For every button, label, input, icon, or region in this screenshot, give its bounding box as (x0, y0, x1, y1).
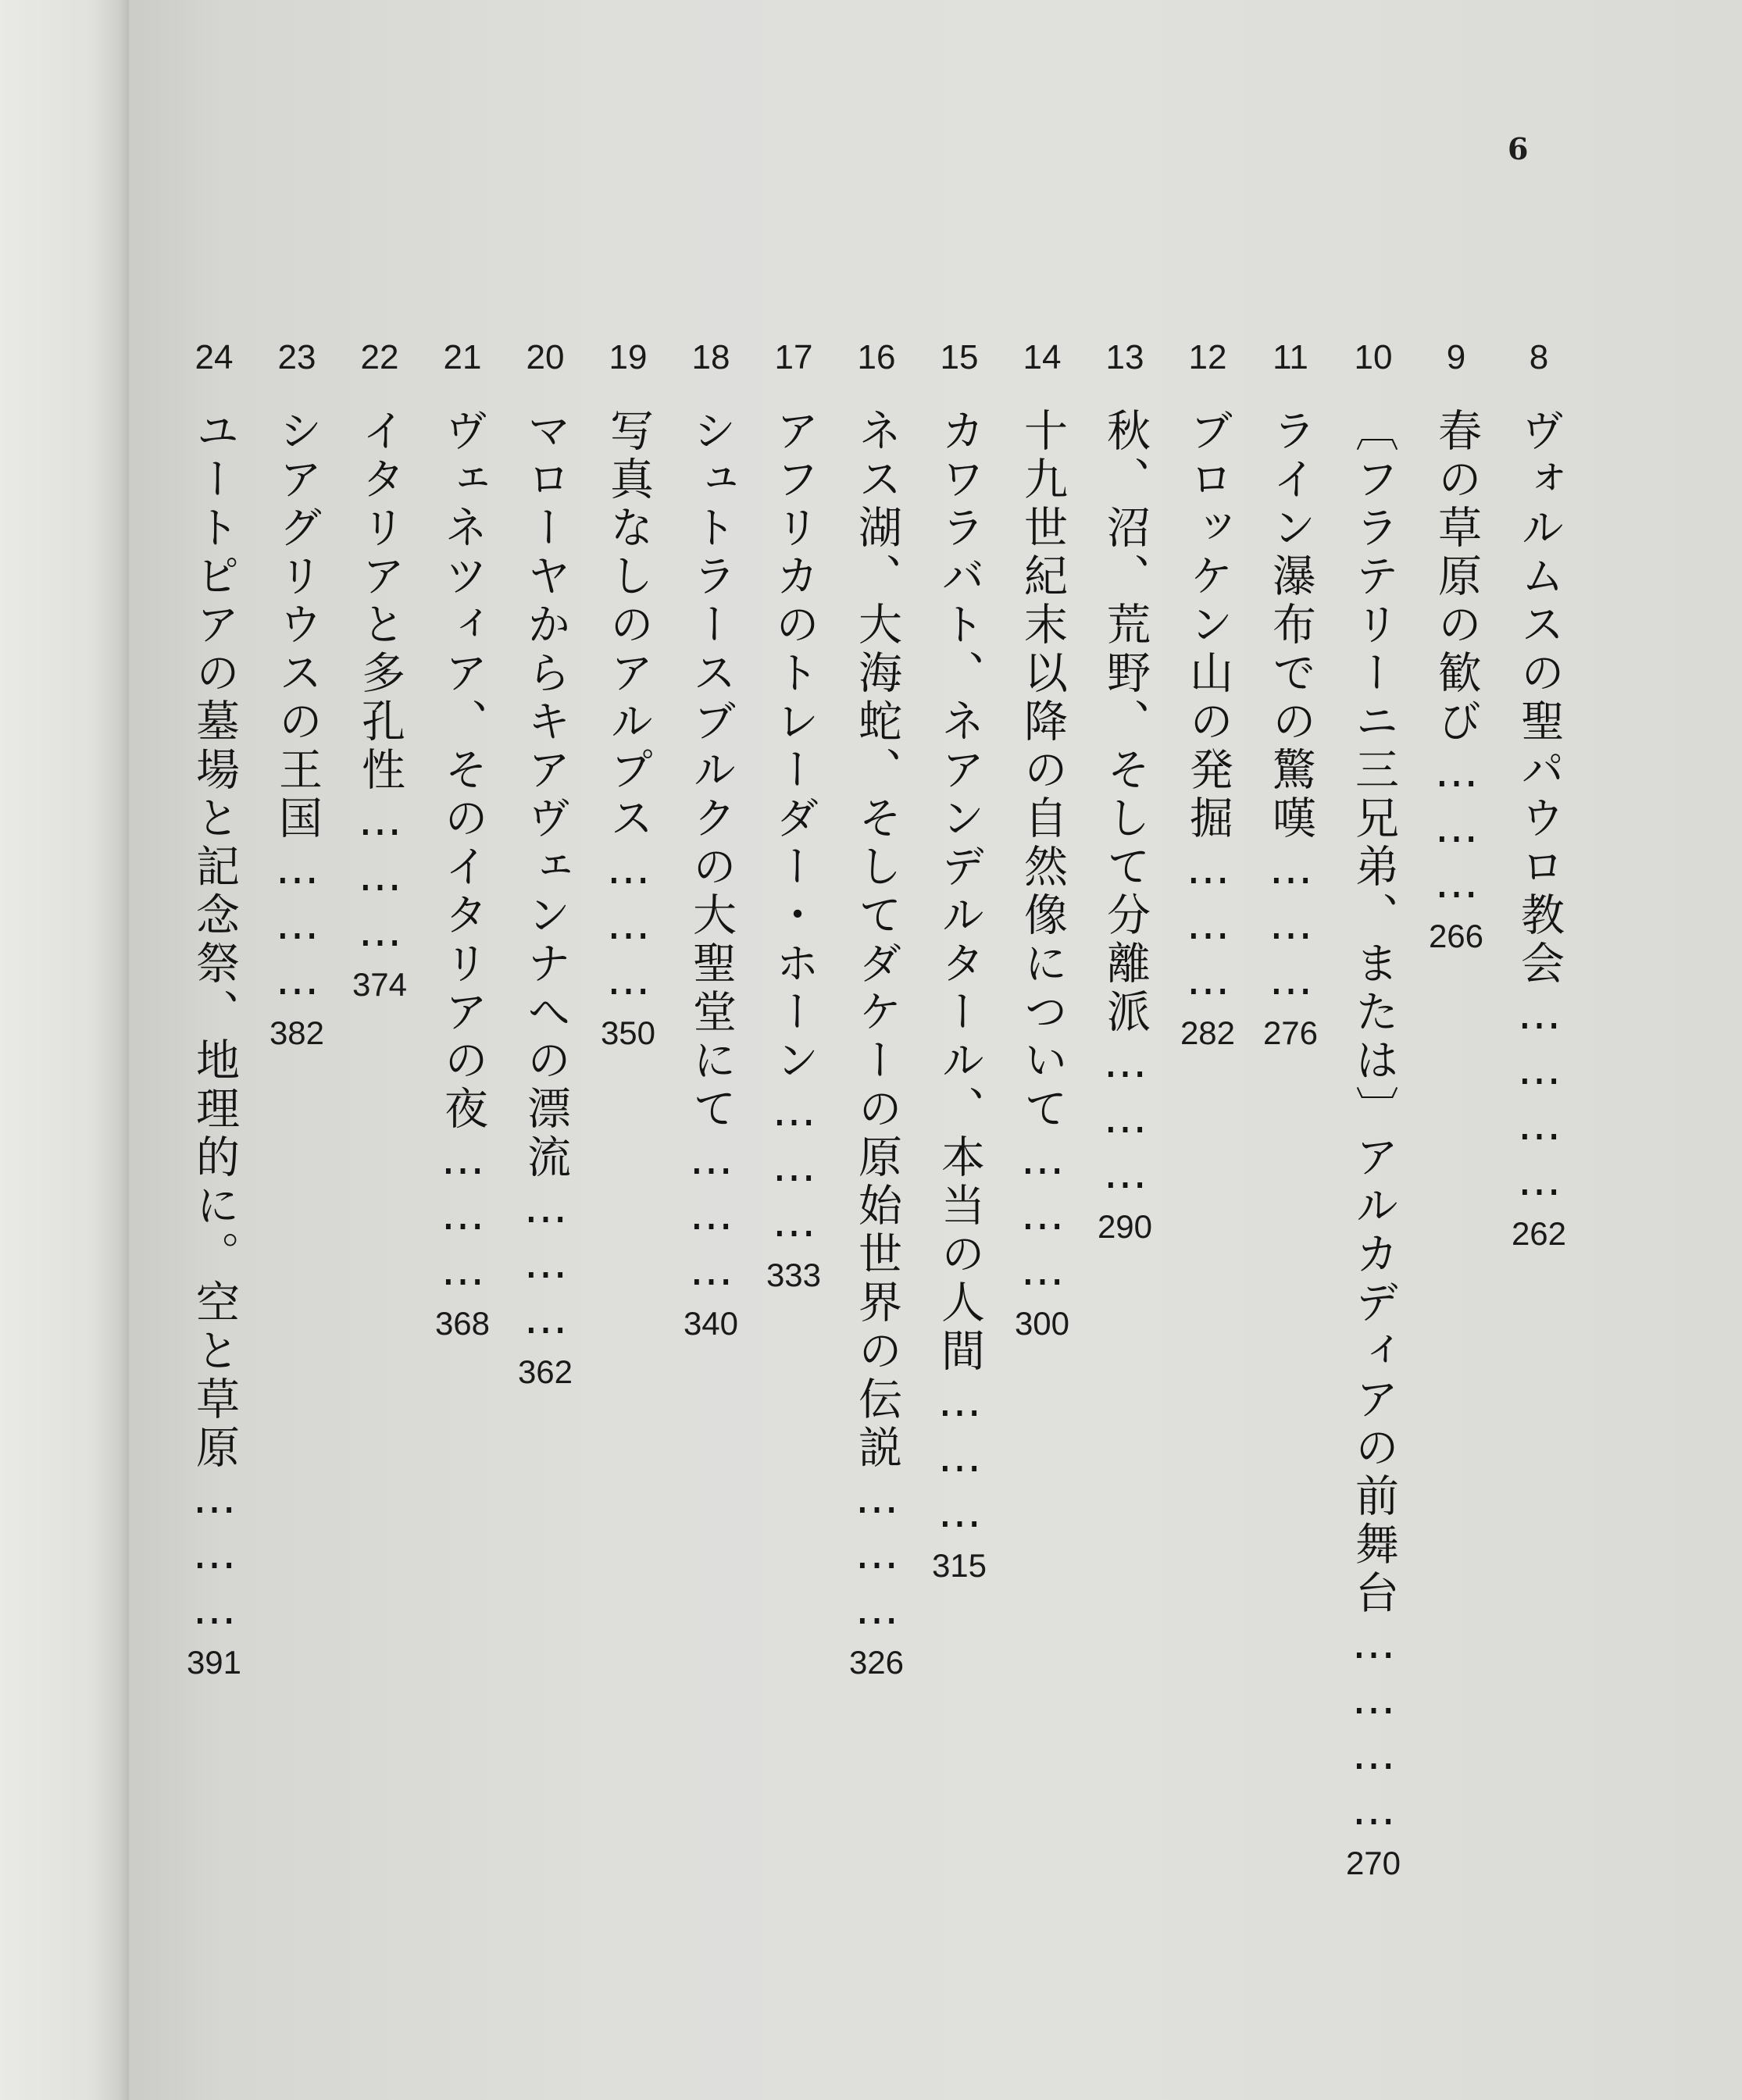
toc-entry (1172, 336, 1244, 1054)
chapter-title: シュトラースブルクの大聖堂にて……… (686, 408, 737, 1300)
chapter-title: イタリアと多孔性……… (355, 408, 405, 961)
chapter-title: アフリカのトレーダー・ホーン……… (769, 408, 819, 1252)
toc-entry (1337, 336, 1409, 1884)
page-reference: 333 (766, 1257, 822, 1293)
chapter-title: 秋、沼、荒野、そして分離派……… (1100, 408, 1151, 1203)
page-reference: 382 (269, 1014, 325, 1051)
chapter-number: 12 (1188, 338, 1227, 376)
chapter-title: マローヤからキアヴェンナへの漂流……… (520, 408, 571, 1349)
chapter-number: 24 (195, 338, 234, 376)
chapter-number: 11 (1273, 338, 1308, 376)
toc-entry (178, 336, 250, 1683)
chapter-title: ライン瀑布での驚嘆……… (1265, 408, 1316, 1010)
toc-entry (758, 336, 830, 1296)
toc-entry (592, 336, 664, 1054)
page-reference: 282 (1180, 1014, 1236, 1051)
chapter-title: 十九世紀末以降の自然像について……… (1017, 408, 1068, 1300)
chapter-number: 19 (609, 338, 648, 376)
toc-entry (1420, 336, 1492, 957)
page-number: 6 (1508, 131, 1529, 166)
toc-entry (509, 336, 581, 1392)
chapter-number: 13 (1105, 338, 1144, 376)
page-reference: 350 (600, 1014, 656, 1051)
toc-entry (675, 336, 747, 1344)
page-reference: 315 (931, 1547, 987, 1584)
page-reference: 276 (1262, 1014, 1319, 1051)
page-reference: 340 (683, 1305, 739, 1342)
chapter-number: 8 (1529, 338, 1549, 376)
toc-entry (1089, 336, 1161, 1247)
chapter-number: 9 (1446, 338, 1466, 376)
chapter-title: ユートピアの墓場と記念祭、地理的に。空と草原……… (189, 408, 240, 1639)
toc-entry (923, 336, 995, 1586)
chapter-title: ネス湖、大海蛇、そしてダケーの原始世界の伝説……… (851, 408, 902, 1639)
toc-entry (1006, 336, 1078, 1344)
chapter-number: 18 (691, 338, 730, 376)
toc-entry (427, 336, 498, 1344)
chapter-number: 20 (526, 338, 565, 376)
chapter-title: 春の草原の歓び……… (1431, 408, 1482, 913)
chapter-title: ブロッケン山の発掘……… (1183, 408, 1233, 1010)
chapter-number: 15 (940, 338, 979, 376)
chapter-title: ヴェネツィア、そのイタリアの夜……… (437, 408, 488, 1300)
page-reference: 326 (848, 1644, 905, 1681)
chapter-number: 16 (857, 338, 896, 376)
chapter-title: 〔フラテリーニ三兄弟、または〕アルカディアの前舞台………… (1348, 408, 1399, 1840)
chapter-number: 14 (1023, 338, 1062, 376)
toc-entry (841, 336, 912, 1683)
page-reference: 290 (1097, 1208, 1153, 1245)
chapter-title: 写真なしのアルプス……… (603, 408, 654, 1010)
page-reference: 300 (1014, 1305, 1070, 1342)
page-reference: 270 (1345, 1845, 1401, 1881)
chapter-title: ヴォルムスの聖パウロ教会………… (1514, 408, 1565, 1210)
toc-entry (1255, 336, 1326, 1054)
toc-entry (261, 336, 333, 1054)
chapter-number: 17 (774, 338, 813, 376)
chapter-number: 21 (443, 338, 482, 376)
chapter-title: カワラバト、ネアンデルタール、本当の人間……… (934, 408, 985, 1542)
chapter-number: 22 (360, 338, 399, 376)
page-reference: 391 (186, 1644, 242, 1681)
page-reference: 266 (1428, 918, 1484, 954)
chapter-number: 23 (277, 338, 316, 376)
toc-entry (1503, 336, 1575, 1254)
page-reference: 362 (517, 1353, 573, 1390)
page-reference: 368 (434, 1305, 491, 1342)
chapter-title: シアグリウスの王国……… (272, 408, 323, 1010)
chapter-number: 10 (1354, 338, 1393, 376)
toc-entry (344, 336, 416, 1005)
page-reference: 262 (1511, 1215, 1567, 1252)
page-reference: 374 (352, 966, 408, 1003)
